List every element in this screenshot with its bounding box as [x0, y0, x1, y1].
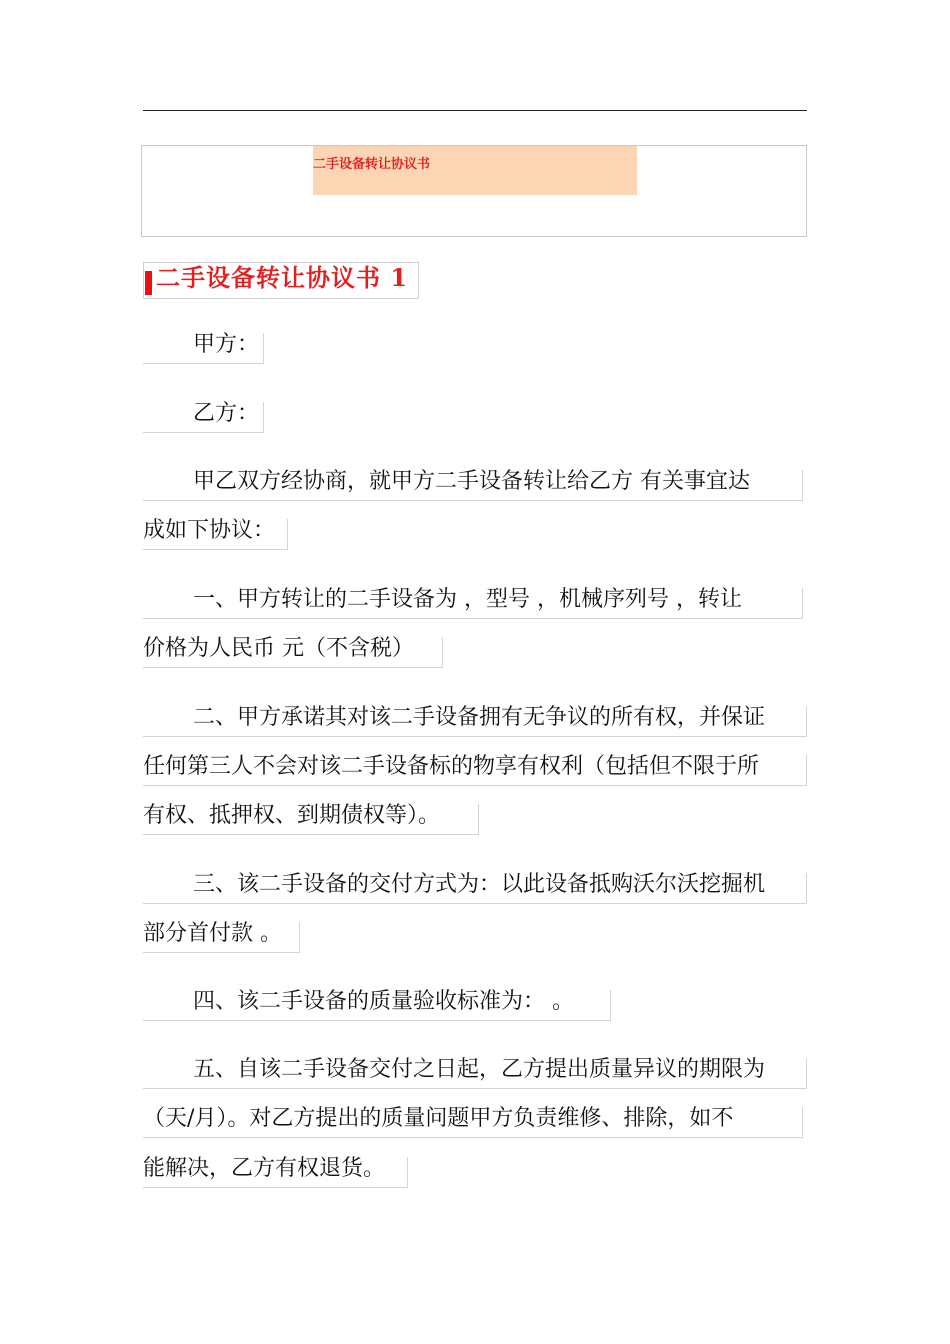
paragraph-line: 部分首付款 。 [143, 922, 300, 953]
paragraph-line: 能解决，乙方有权退货。 [143, 1157, 408, 1188]
top-rule [143, 110, 807, 111]
title-marker [145, 271, 152, 295]
paragraph-line: 一、甲方转让的二手设备为 ，型号 ，机械序列号 ，转让 [143, 588, 803, 619]
paragraph-line: 成如下协议： [143, 519, 288, 550]
paragraph-line: 任何第三人不会对该二手设备标的物享有权利（包括但不限于所 [143, 755, 807, 786]
party-b-line: 乙方： [143, 402, 264, 433]
paragraph-line: 三、该二手设备的交付方式为：以此设备抵购沃尔沃挖掘机 [143, 873, 807, 904]
paragraph-line: 五、自该二手设备交付之日起，乙方提出质量异议的期限为 [143, 1058, 807, 1089]
paragraph-line: 二、甲方承诺其对该二手设备拥有无争议的所有权，并保证 [143, 706, 807, 737]
header-label: 二手设备转让协议书 [313, 146, 637, 195]
document-title: 二手设备转让协议书 1 [156, 263, 409, 292]
paragraph-line: 有权、抵押权、到期债权等）。 [143, 804, 479, 835]
party-a-line: 甲方： [143, 333, 264, 364]
paragraph-line: 四、该二手设备的质量验收标准为： 。 [143, 990, 611, 1021]
paragraph-line: 甲乙双方经协商，就甲方二手设备转让给乙方 有关事宜达 [143, 470, 803, 501]
paragraph-line: （天/月）。对乙方提出的质量问题甲方负责维修、排除，如不 [143, 1107, 803, 1138]
header-box [141, 145, 807, 237]
paragraph-line: 价格为人民币 元（不含税） [143, 637, 443, 668]
document-title-box [143, 262, 419, 299]
